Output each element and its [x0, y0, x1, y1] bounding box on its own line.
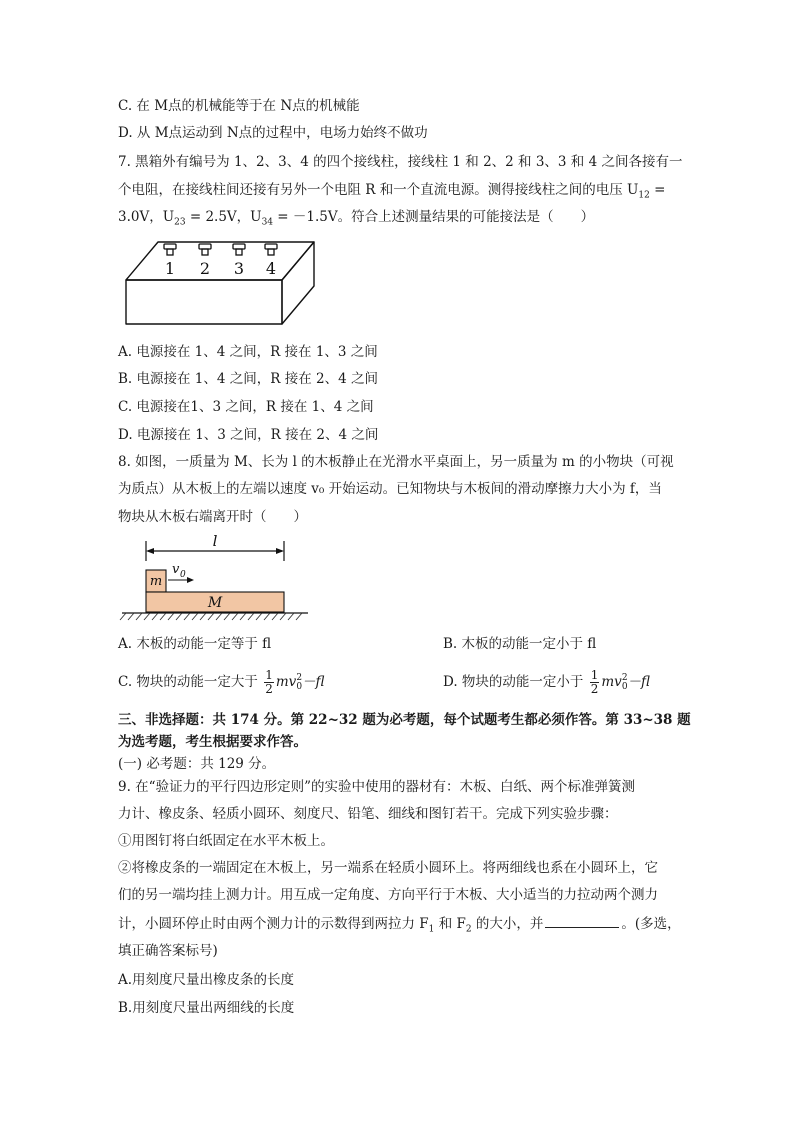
board-label-M: M: [207, 595, 223, 611]
expr-mv: mv: [275, 674, 297, 690]
ground-hatching: [120, 613, 302, 620]
fraction-numerator: 1: [265, 668, 273, 682]
expr-tail: －fl: [302, 674, 325, 690]
hatch-line: [192, 613, 198, 620]
f2-subscript: 2: [465, 924, 472, 935]
block-label-m: m: [149, 574, 163, 589]
section3-heading-line1: 三、非选择题：共 174 分。第 22~32 题为必考题，每个试题考生都必须作答。第 33~38 题: [118, 712, 691, 728]
terminal-post-4: [268, 249, 274, 255]
q9-stem-line1: 9. 在“验证力的平行四边形定则”的实验中使用的器材有：木板、白纸、两个标准弹簧测: [118, 779, 635, 795]
hatch-line: [208, 613, 214, 620]
q9-step2-line4: 填正确答案标号): [118, 943, 218, 959]
q8-option-d: [443, 664, 650, 700]
q9-step2-line3: [118, 913, 681, 940]
expr-tail: －fl: [627, 674, 651, 690]
q9-step2-line3-pre: 计，小圆环停止时由两个测力计的示数得到两拉力 F: [118, 916, 429, 932]
hatch-line: [224, 613, 230, 620]
q7-stem-line3: [118, 207, 594, 233]
q7-stem-line3-a: 3.0V，U: [118, 209, 175, 225]
q9-step2-line3-post: 的大小，并: [471, 916, 544, 932]
dimension-arrow-left: [146, 548, 154, 554]
answer-blank[interactable]: [545, 913, 619, 928]
expr-subscript: 0: [296, 681, 303, 692]
q9-step1: ①用图钉将白纸固定在水平木板上。: [118, 833, 334, 849]
terminal-cap-4: [265, 244, 277, 249]
hatch-line: [288, 613, 294, 620]
q9-step2-line2: 们的另一端均挂上测力计。用互成一定角度、方向平行于木板、大小适当的力拉动两个测力: [118, 887, 658, 903]
q6-option-d: D. 从 M点运动到 N点的过程中，电场力始终不做功: [118, 125, 428, 141]
hatch-line: [280, 613, 286, 620]
u23-subscript: 23: [174, 217, 186, 228]
hatch-line: [176, 613, 182, 620]
terminal-cap-1: [164, 244, 176, 249]
hatch-line: [128, 613, 134, 620]
q9-option-b: B.用刻度尺量出两细线的长度: [118, 1000, 295, 1016]
hatch-line: [248, 613, 254, 620]
dimension-arrow-right: [276, 548, 284, 554]
velocity-arrow-head: [187, 577, 194, 583]
hatch-line: [240, 613, 246, 620]
hatch-line: [152, 613, 158, 620]
hatch-line: [144, 613, 150, 620]
terminal-cap-3: [233, 244, 245, 249]
q7-option-d: D. 电源接在 1、3 之间，R 接在 2、4 之间: [118, 427, 379, 443]
q7-stem-line2: [118, 180, 665, 206]
box-top-face: [126, 242, 314, 280]
fraction-half: [590, 669, 600, 696]
q8-option-c-text: C. 物块的动能一定大于: [118, 674, 258, 690]
hatch-line: [160, 613, 166, 620]
q9-step2-line3-mid: 和 F: [434, 916, 466, 932]
terminal-label-1: 1: [164, 259, 176, 278]
q8-stem-line3: 物块从木板右端离开时（ ）: [118, 509, 307, 525]
q8-option-b: B. 木板的动能一定小于 fl: [443, 636, 597, 652]
hatch-line: [232, 613, 238, 620]
hatch-line: [264, 613, 270, 620]
terminal-cap-2: [199, 244, 211, 249]
q7-option-b: B. 电源接在 1、4 之间，R 接在 2、4 之间: [118, 371, 378, 387]
box-front-face: [126, 280, 282, 324]
hatch-line: [168, 613, 174, 620]
section3-subheading: (一) 必考题：共 129 分。: [118, 756, 276, 772]
q6-option-c: C. 在 M点的机械能等于在 N点的机械能: [118, 98, 360, 114]
u12-equals: =: [649, 182, 666, 198]
hatch-line: [136, 613, 142, 620]
velocity-subscript-0: 0: [180, 570, 186, 580]
u34-subscript: 34: [261, 217, 274, 228]
q7-stem-line2-text: 个电阻，在接线柱间还接有另外一个电阻 R 和一个直流电源。测得接线柱之间的电压 U: [118, 182, 639, 198]
fraction-denominator: 2: [265, 682, 273, 696]
box-side-face: [282, 242, 314, 324]
fraction-half: [264, 669, 274, 696]
black-box-figure: [118, 236, 318, 328]
hatch-line: [216, 613, 222, 620]
fraction-numerator: 1: [590, 668, 599, 682]
q8-option-c: [118, 664, 325, 700]
q9-option-a: A.用刻度尺量出橡皮条的长度: [118, 972, 295, 988]
q7-stem-line3-b: = 2.5V，U: [185, 209, 262, 225]
u12-subscript: 12: [638, 190, 650, 201]
expr-mv: mv: [601, 674, 622, 690]
expr-superscript: 2: [296, 672, 303, 683]
terminal-post-3: [236, 249, 242, 255]
q9-step2-line3-tail: 。(多选，: [621, 916, 681, 932]
terminal-label-4: 4: [265, 259, 277, 278]
terminal-post-2: [202, 249, 208, 255]
q8-option-d-text: D. 物块的动能一定小于: [443, 674, 584, 690]
length-label-l: l: [212, 533, 218, 550]
q7-option-a: A. 电源接在 1、4 之间，R 接在 1、3 之间: [118, 344, 378, 360]
q7-stem-line1: 7. 黑箱外有编号为 1、2、3、4 的四个接线柱，接线柱 1 和 2、2 和 3、3 和 4 之间各接有一: [118, 154, 683, 170]
f1-subscript: 1: [428, 924, 435, 935]
terminal-label-3: 3: [233, 259, 245, 278]
hatch-line: [256, 613, 262, 620]
expr-superscript: 2: [621, 672, 628, 683]
q7-stem-line3-c: = －1.5V。符合上述测量结果的可能接法是（ ）: [273, 209, 595, 225]
fraction-denominator: 2: [590, 682, 599, 696]
hatch-line: [184, 613, 190, 620]
terminal-post-1: [167, 249, 173, 255]
q7-option-c: C. 电源接在1、3 之间，R 接在 1、4 之间: [118, 399, 374, 415]
velocity-label-v: v: [172, 562, 180, 577]
q9-step2-line1: ②将橡皮条的一端固定在木板上，另一端系在轻质小圆环上。将两细线也系在小圆环上，它: [118, 860, 658, 876]
hatch-line: [296, 613, 302, 620]
hatch-line: [120, 613, 126, 620]
q8-stem-line1: 8. 如图，一质量为 M、长为 l 的木板静止在光滑水平桌面上，另一质量为 m 的小物块（可视: [118, 454, 674, 470]
section3-heading-line2: 为选考题，考生根据要求作答。: [118, 734, 307, 750]
hatch-line: [272, 613, 278, 620]
terminal-label-2: 2: [199, 259, 211, 278]
q8-option-a: A. 木板的动能一定等于 fl: [118, 636, 272, 652]
board-block-figure: [118, 533, 318, 623]
expr-subscript: 0: [621, 681, 628, 692]
hatch-line: [200, 613, 206, 620]
q8-stem-line2: 为质点）从木板上的左端以速度 v₀ 开始运动。已知物块与木板间的滑动摩擦力大小为 f，当: [118, 481, 662, 497]
q9-stem-line2: 力计、橡皮条、轻质小圆环、刻度尺、铅笔、细线和图钉若干。完成下列实验步骤：: [118, 806, 618, 822]
